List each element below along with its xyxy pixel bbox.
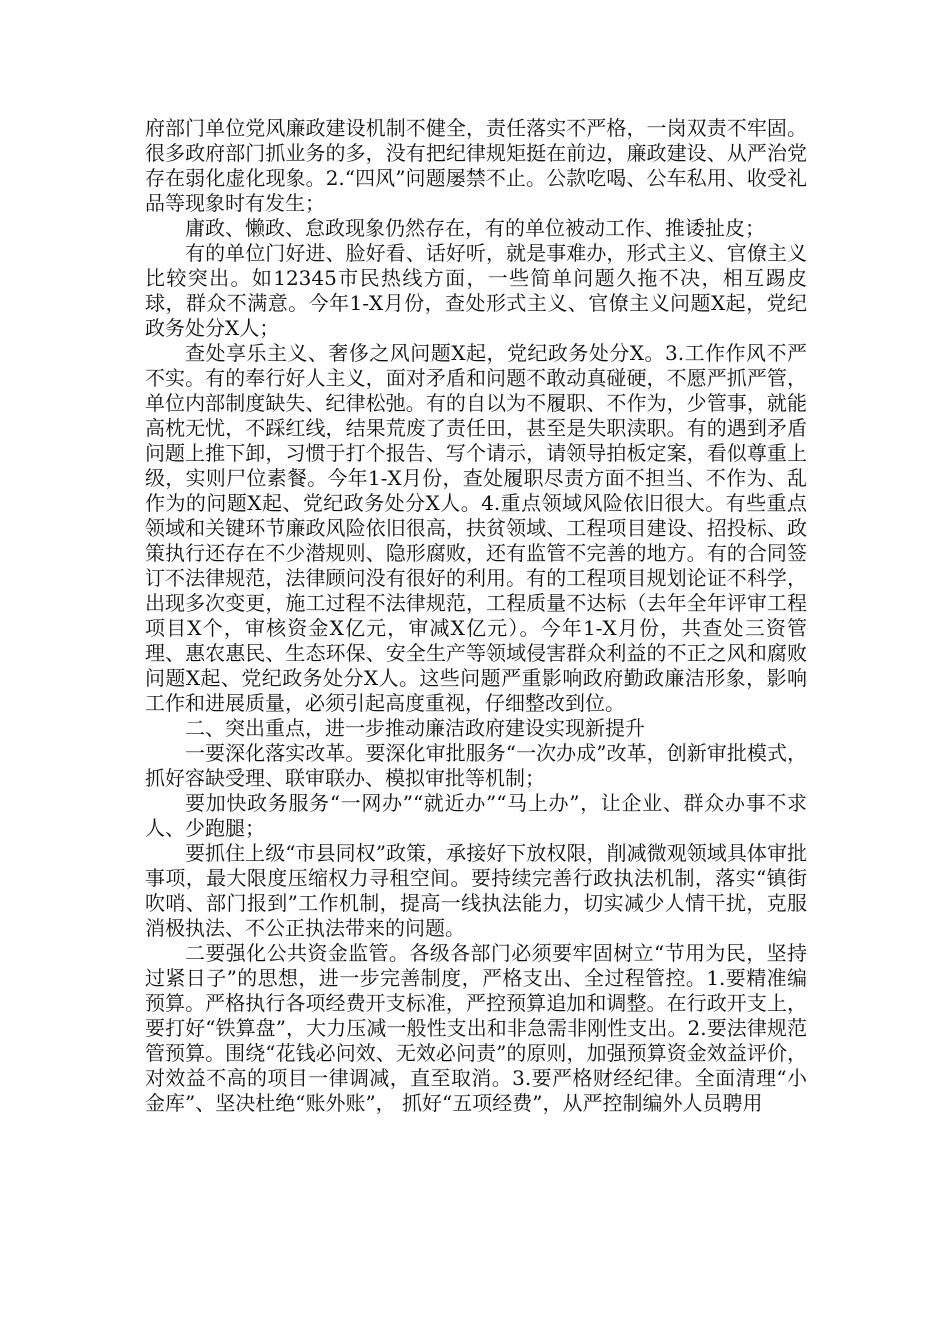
paragraph: 要抓住上级“市县同权”政策，承接好下放权限，削减微观领域具体审批事项，最大限度压缩权力寻租空间。要持续完善行政执法机制，落实“镇街吹哨、部门报到”工作机制，提高一线执法能力，切实减少人情干扰，克服消极执法、不公正执法带来的问题。: [145, 841, 807, 940]
paragraph: 有的单位门好进、脸好看、话好听，就是事难办，形式主义、官僚主义比较突出。如12345市民热线方面，一些简单问题久拖不决，相互踢皮球，群众不满意。今年1-X月份，查处形式主义、官僚主义问题X起，党纪政务处分X人；: [145, 241, 807, 340]
paragraph: 庸政、懒政、怠政现象仍然存在，有的单位被动工作、推诿扯皮；: [185, 216, 765, 240]
section-heading: 二、突出重点，进一步推动廉洁政府建设实现新提升: [185, 716, 645, 740]
document-body: [145, 116, 807, 1116]
paragraph: 府部门单位党风廉政建设机制不健全，责任落实不严格，一岗双责不牢固。很多政府部门抓业务的多，没有把纪律规矩挺在前边，廉政建设、从严治党存在弱化虚化现象。2.“四风”问题屡禁不止。公款吃喝、公车私用、收受礼品等现象时有发生；: [145, 116, 807, 215]
paragraph: 一要深化落实改革。要深化审批服务“一次办成”改革，创新审批模式，抓好容缺受理、联审联办、模拟审批等机制；: [145, 741, 807, 790]
paragraph: 二要强化公共资金监管。各级各部门必须要牢固树立“节用为民，坚持过紧日子”的思想，进一步完善制度，严格支出、全过程管控。1.要精准编预算。严格执行各项经费开支标准，严控预算追加和调整。在行政开支上，要打好“铁算盘”，大力压减一般性支出和非急需非刚性支出。2.要法律规范管预算。围绕“花钱必问效、无效必问责”的原则，加强预算资金效益评价，对效益不高的项目一律调减，直至取消。3.要严格财经纪律。全面清理“小金库”、坚决杜绝“账外账”， 抓好“五项经费”，从严控制编外人员聘用: [145, 941, 807, 1115]
paragraph: 要加快政务服务“一网办”“就近办”“马上办”，让企业、群众办事不求人、少跑腿；: [145, 791, 807, 840]
paragraph: 查处享乐主义、奢侈之风问题X起，党纪政务处分X。3.工作作风不严不实。有的奉行好人主义，面对矛盾和问题不敢动真碰硬，不愿严抓严管，单位内部制度缺失、纪律松弛。有的自以为不履职、不作为，少管事，就能高枕无忧，不踩红线，结果荒废了责任田，甚至是失职渎职。有的遇到矛盾问题上推下卸，习惯于打个报告、写个请示，请领导拍板定案，看似尊重上级，实则尸位素餐。今年1-X月份，查处履职尽责方面不担当、不作为、乱作为的问题X起、党纪政务处分X人。4.重点领域风险依旧很大。有些重点领域和关键环节廉政风险依旧很高，扶贫领域、工程项目建设、招投标、政策执行还存在不少潜规则、隐形腐败，还有监管不完善的地方。有的合同签订不法律规范，法律顾问没有很好的利用。有的工程项目规划论证不科学，出现多次变更，施工过程不法律规范，工程质量不达标（去年全年评审工程项目X个，审核资金X亿元，审减X亿元）。今年1-X月份，共查处三资管理、惠农惠民、生态环保、安全生产等领域侵害群众利益的不正之风和腐败问题X起、党纪政务处分X人。这些问题严重影响政府勤政廉洁形象，影响工作和进展质量，必须引起高度重视，仔细整改到位。: [145, 341, 807, 715]
